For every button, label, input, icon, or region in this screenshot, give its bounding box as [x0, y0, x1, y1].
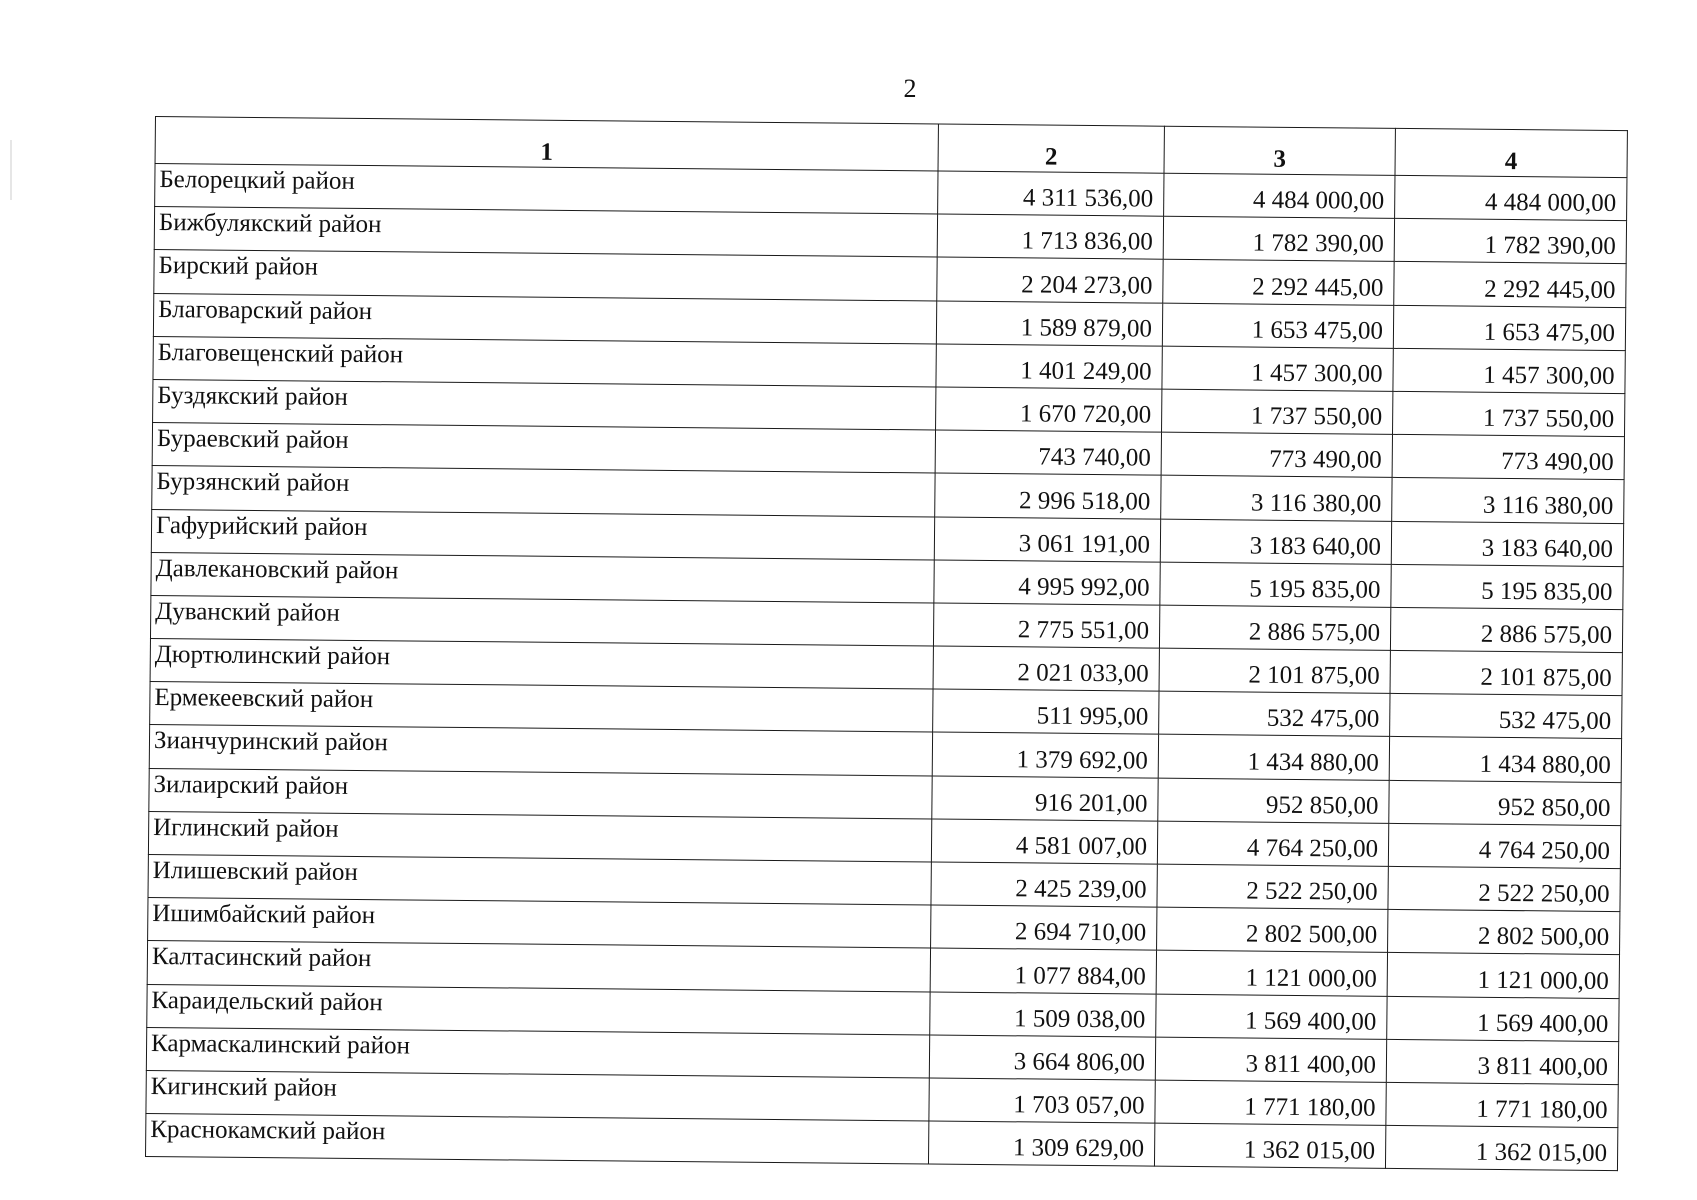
- value-col3-cell: 1 782 390,00: [1163, 216, 1394, 261]
- value-col4-cell: 1 737 550,00: [1392, 391, 1624, 436]
- district-name-cell: Караидельский район: [147, 984, 930, 1035]
- value-col4-cell: 2 522 250,00: [1388, 866, 1620, 911]
- value-col3-cell: 3 116 380,00: [1161, 475, 1392, 520]
- value-col4-cell: 1 569 400,00: [1387, 996, 1619, 1041]
- district-name-cell: Дюртюлинский район: [150, 639, 933, 690]
- value-col2-cell: 1 670 720,00: [936, 387, 1162, 432]
- value-col2-cell: 1 509 038,00: [930, 992, 1156, 1037]
- value-col2-cell: 1 309 629,00: [928, 1121, 1154, 1166]
- district-name-cell: Гафурийский район: [151, 509, 934, 560]
- district-name-cell: Кигинский район: [146, 1070, 929, 1121]
- value-col3-cell: 2 522 250,00: [1157, 864, 1388, 909]
- value-col2-cell: 511 995,00: [933, 689, 1159, 734]
- district-name-cell: Белорецкий район: [155, 164, 938, 215]
- value-col4-cell: 532 475,00: [1390, 694, 1622, 739]
- value-col4-cell: 2 292 445,00: [1394, 262, 1626, 307]
- value-col4-cell: 1 771 180,00: [1386, 1082, 1618, 1127]
- value-col2-cell: 1 401 249,00: [936, 344, 1162, 389]
- district-name-cell: Бураевский район: [152, 423, 935, 474]
- value-col3-cell: 2 802 500,00: [1157, 907, 1388, 952]
- column-header-2: 2: [938, 124, 1164, 173]
- value-col3-cell: 3 811 400,00: [1155, 1037, 1386, 1082]
- budget-table: [145, 116, 1628, 1171]
- district-name-cell: Бижбулякский район: [154, 207, 937, 258]
- value-col2-cell: 4 311 536,00: [938, 171, 1164, 216]
- value-col4-cell: 3 116 380,00: [1392, 478, 1624, 523]
- district-name-cell: Ермекеевский район: [150, 682, 933, 733]
- value-col2-cell: 2 694 710,00: [931, 905, 1157, 950]
- value-col3-cell: 4 484 000,00: [1164, 173, 1395, 218]
- value-col3-cell: 2 886 575,00: [1159, 605, 1390, 650]
- value-col4-cell: 1 457 300,00: [1393, 348, 1625, 393]
- value-col4-cell: 2 101 875,00: [1390, 650, 1622, 695]
- value-col4-cell: 1 434 880,00: [1389, 737, 1621, 782]
- value-col4-cell: 1 121 000,00: [1387, 953, 1619, 998]
- value-col4-cell: 1 653 475,00: [1393, 305, 1625, 350]
- district-name-cell: Благоварский район: [153, 293, 936, 344]
- scan-margin-mark: [10, 140, 12, 200]
- value-col3-cell: 532 475,00: [1159, 691, 1390, 736]
- district-name-cell: Зианчуринский район: [149, 725, 932, 776]
- value-col3-cell: 1 434 880,00: [1158, 735, 1389, 780]
- district-name-cell: Благовещенский район: [153, 336, 936, 387]
- value-col3-cell: 1 121 000,00: [1156, 951, 1387, 996]
- value-col4-cell: 2 886 575,00: [1390, 607, 1622, 652]
- value-col3-cell: 1 771 180,00: [1155, 1080, 1386, 1125]
- district-name-cell: Илишевский район: [148, 854, 931, 905]
- value-col2-cell: 4 995 992,00: [934, 560, 1160, 605]
- value-col2-cell: 1 077 884,00: [930, 948, 1156, 993]
- value-col3-cell: 1 362 015,00: [1154, 1123, 1385, 1168]
- column-header-1: 1: [155, 117, 938, 172]
- value-col2-cell: 1 703 057,00: [929, 1078, 1155, 1123]
- value-col2-cell: 1 379 692,00: [932, 732, 1158, 777]
- district-name-cell: Бурзянский район: [152, 466, 935, 517]
- value-col3-cell: 1 737 550,00: [1162, 389, 1393, 434]
- value-col3-cell: 1 653 475,00: [1162, 303, 1393, 348]
- district-name-cell: Краснокамский район: [146, 1114, 929, 1165]
- value-col2-cell: 2 204 273,00: [937, 257, 1163, 302]
- table-body: [146, 164, 1627, 1171]
- column-header-3: 3: [1164, 126, 1395, 175]
- value-col3-cell: 2 292 445,00: [1163, 260, 1394, 305]
- value-col4-cell: 4 484 000,00: [1395, 175, 1627, 220]
- value-col2-cell: 2 021 033,00: [933, 646, 1159, 691]
- district-name-cell: Кармаскалинский район: [146, 1027, 929, 1078]
- value-col3-cell: 952 850,00: [1158, 778, 1389, 823]
- document-table-container: [145, 116, 1628, 1171]
- value-col4-cell: 3 811 400,00: [1386, 1039, 1618, 1084]
- value-col4-cell: 5 195 835,00: [1391, 564, 1623, 609]
- value-col2-cell: 916 201,00: [932, 776, 1158, 821]
- value-col3-cell: 3 183 640,00: [1160, 519, 1391, 564]
- district-name-cell: Давлекановский район: [151, 552, 934, 603]
- value-col4-cell: 3 183 640,00: [1391, 521, 1623, 566]
- value-col4-cell: 1 362 015,00: [1385, 1125, 1617, 1170]
- value-col4-cell: 4 764 250,00: [1388, 823, 1620, 868]
- value-col3-cell: 773 490,00: [1161, 432, 1392, 477]
- page-number: 2: [903, 74, 917, 103]
- value-col3-cell: 5 195 835,00: [1160, 562, 1391, 607]
- value-col2-cell: 1 713 836,00: [937, 214, 1163, 259]
- value-col2-cell: 2 775 551,00: [933, 603, 1159, 648]
- value-col3-cell: 1 569 400,00: [1156, 994, 1387, 1039]
- value-col4-cell: 773 490,00: [1392, 435, 1624, 480]
- district-name-cell: Буздякский район: [153, 379, 936, 430]
- value-col4-cell: 2 802 500,00: [1388, 910, 1620, 955]
- value-col2-cell: 2 996 518,00: [935, 473, 1161, 518]
- value-col2-cell: 743 740,00: [935, 430, 1161, 475]
- value-col2-cell: 4 581 007,00: [931, 819, 1157, 864]
- value-col3-cell: 4 764 250,00: [1157, 821, 1388, 866]
- value-col4-cell: 1 782 390,00: [1394, 219, 1626, 264]
- value-col2-cell: 1 589 879,00: [936, 301, 1162, 346]
- district-name-cell: Калтасинский район: [147, 941, 930, 992]
- value-col3-cell: 1 457 300,00: [1162, 346, 1393, 391]
- district-name-cell: Дуванский район: [150, 595, 933, 646]
- value-col4-cell: 952 850,00: [1389, 780, 1621, 825]
- value-col2-cell: 2 425 239,00: [931, 862, 1157, 907]
- value-col2-cell: 3 664 806,00: [929, 1035, 1155, 1080]
- column-header-4: 4: [1395, 128, 1627, 177]
- district-name-cell: Бирский район: [154, 250, 937, 301]
- district-name-cell: Ишимбайский район: [148, 898, 931, 949]
- district-name-cell: Зилаирский район: [149, 768, 932, 819]
- value-col3-cell: 2 101 875,00: [1159, 648, 1390, 693]
- value-col2-cell: 3 061 191,00: [934, 517, 1160, 562]
- district-name-cell: Иглинский район: [148, 811, 931, 862]
